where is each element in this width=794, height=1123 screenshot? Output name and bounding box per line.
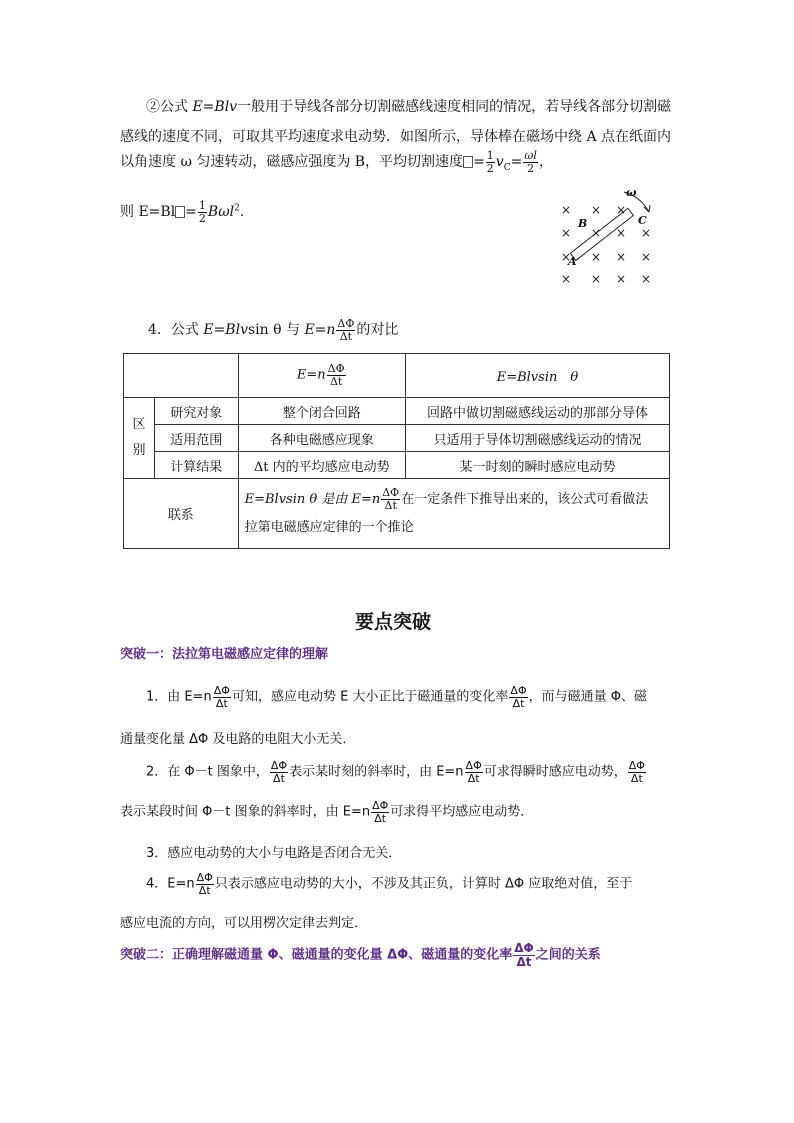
paragraph-line-3: 以角速度 ω 匀速转动，磁感应强度为 B，平均切割速度 = $\frac{1}{2}$ $v_C=$ $\frac{\omega l}{2}$ ， — [120, 149, 553, 175]
break1-item1-line2: 通量变化量 ΔΦ 及电路的电阻大小无关． — [120, 732, 356, 747]
vbar-placeholder — [175, 206, 185, 218]
field-cross: × — [641, 250, 652, 264]
break1-item4: 4．E=n $\frac{\Delta\Phi}{\Delta t}$ 只表示感应电动势的大小，不涉及其正负，计算时 ΔΦ 应取绝对值，至于 — [146, 871, 633, 897]
table-cell: Δt 内的平均感应电动势 — [238, 452, 405, 479]
table-row — [124, 452, 670, 479]
field-cross: × — [616, 272, 627, 286]
table-row — [124, 425, 670, 452]
table-cell: 某一时刻的瞬时感应电动势 — [405, 452, 669, 479]
fraction-half: $\frac{1}{2}$ — [198, 199, 206, 225]
label-omega: ω — [626, 186, 637, 199]
field-cross: × — [616, 203, 627, 217]
break1-item2: 2．在 Φ－t 图象中， $\frac{\Delta\Phi}{\Delta t}$ 表示某时刻的斜率时，由 E=n $\frac{\Delta\Phi}{\Delta t}$ 可求得瞬时感应电动势， $\frac{\Delta\Phi}{\Delta t}$ — [146, 759, 645, 785]
table-cell: 适用范围 — [154, 425, 238, 452]
break2-title: 突破二：正确理解磁通量 Φ、磁通量的变化量 ΔΦ、磁通量的变化率 $\frac{\Delta\Phi}{\Delta t}$ 之间的关系 — [120, 941, 601, 969]
fraction-half: $\frac{1}{2}$ — [486, 149, 494, 175]
comparison-table — [123, 353, 670, 549]
field-cross: × — [591, 226, 602, 240]
field-cross: × — [616, 250, 627, 264]
vbar-placeholder — [463, 156, 473, 168]
paragraph-line-4: 则 E=Bl = $\frac{1}{2}$ Bωl$^2$. — [120, 199, 245, 225]
table-row — [124, 398, 670, 425]
table-cell: 只适用于导体切割磁感线运动的情况 — [405, 425, 669, 452]
field-cross: × — [641, 226, 652, 240]
group-label-cell: 区 别 — [124, 398, 155, 479]
table-cell: 整个闭合回路 — [238, 398, 405, 425]
field-cross: × — [591, 272, 602, 286]
field-cross: × — [561, 226, 572, 240]
field-cross: × — [641, 272, 652, 286]
table-cell: E=Blvsin θ 是由 E=n $\frac{\Delta\Phi}{\Delta t}$ 在一定条件下推导出来的，该公式可看做法 拉第电磁感应定律的一个推论 — [238, 479, 669, 549]
break1-item2-line2: 表示某段时间 Φ－t 图象的斜率时，由 E=n $\frac{\Delta\Phi}{\Delta t}$ 可求得平均感应电动势． — [120, 799, 534, 825]
table-header-cell: E=Blvsin θ — [405, 354, 669, 398]
paragraph-line-1: ②公式 E=Blv一般用于导线各部分切割磁感线速度相同的情况，若导线各部分切割磁 — [146, 99, 672, 115]
break1-item1: 1．由 E=n $\frac{\Delta\Phi}{\Delta t}$ 可知，感应电动势 E 大小正比于磁通量的变化率 $\frac{\Delta\Phi}{\Delta t}$ ，而与磁通量 Φ、磁 — [146, 684, 647, 710]
table-cell: 研究对象 — [154, 398, 238, 425]
break1-item4-line2: 感应电流的方向，可以用楞次定律去判定． — [120, 916, 368, 931]
paragraph-line-2: 感线的速度不同，可取其平均速度求电动势．如图所示，导体棒在磁场中绕 A 点在纸面内 — [120, 129, 672, 145]
break1-item3: 3．感应电动势的大小与电路是否闭合无关． — [146, 846, 402, 861]
field-cross: × — [561, 250, 572, 264]
table-row — [124, 479, 670, 549]
table-cell: 回路中做切割磁感线运动的那部分导体 — [405, 398, 669, 425]
fraction-wl-2: $\frac{\omega l}{2}$ — [524, 149, 537, 175]
break1-title: 突破一：法拉第电磁感应定律的理解 — [120, 647, 329, 662]
label-a: A — [568, 255, 577, 268]
field-cross: × — [591, 250, 602, 264]
field-cross: × — [591, 203, 602, 217]
field-cross: × — [616, 226, 627, 240]
table-corner-cell — [124, 354, 239, 398]
table-cell: 联系 — [124, 479, 239, 549]
table-header-row — [124, 354, 670, 398]
label-c: C — [638, 214, 647, 227]
label-b: B — [578, 217, 588, 230]
table-cell: 计算结果 — [154, 452, 238, 479]
field-cross: × — [561, 203, 572, 217]
comparison-heading: 4．公式 E=Blvsin θ 与 E=n $\frac{\Delta\Phi}{\Delta t}$ 的对比 — [148, 317, 399, 343]
field-cross: × — [561, 272, 572, 286]
rotating-rod-figure — [552, 186, 667, 286]
formula-e-blv: E=Blv — [192, 99, 238, 115]
table-cell: 各种电磁感应现象 — [238, 425, 405, 452]
section-title: 要点突破 — [355, 611, 432, 633]
table-header-cell: E=n $\frac{\Delta\Phi}{\Delta t}$ — [238, 354, 405, 398]
